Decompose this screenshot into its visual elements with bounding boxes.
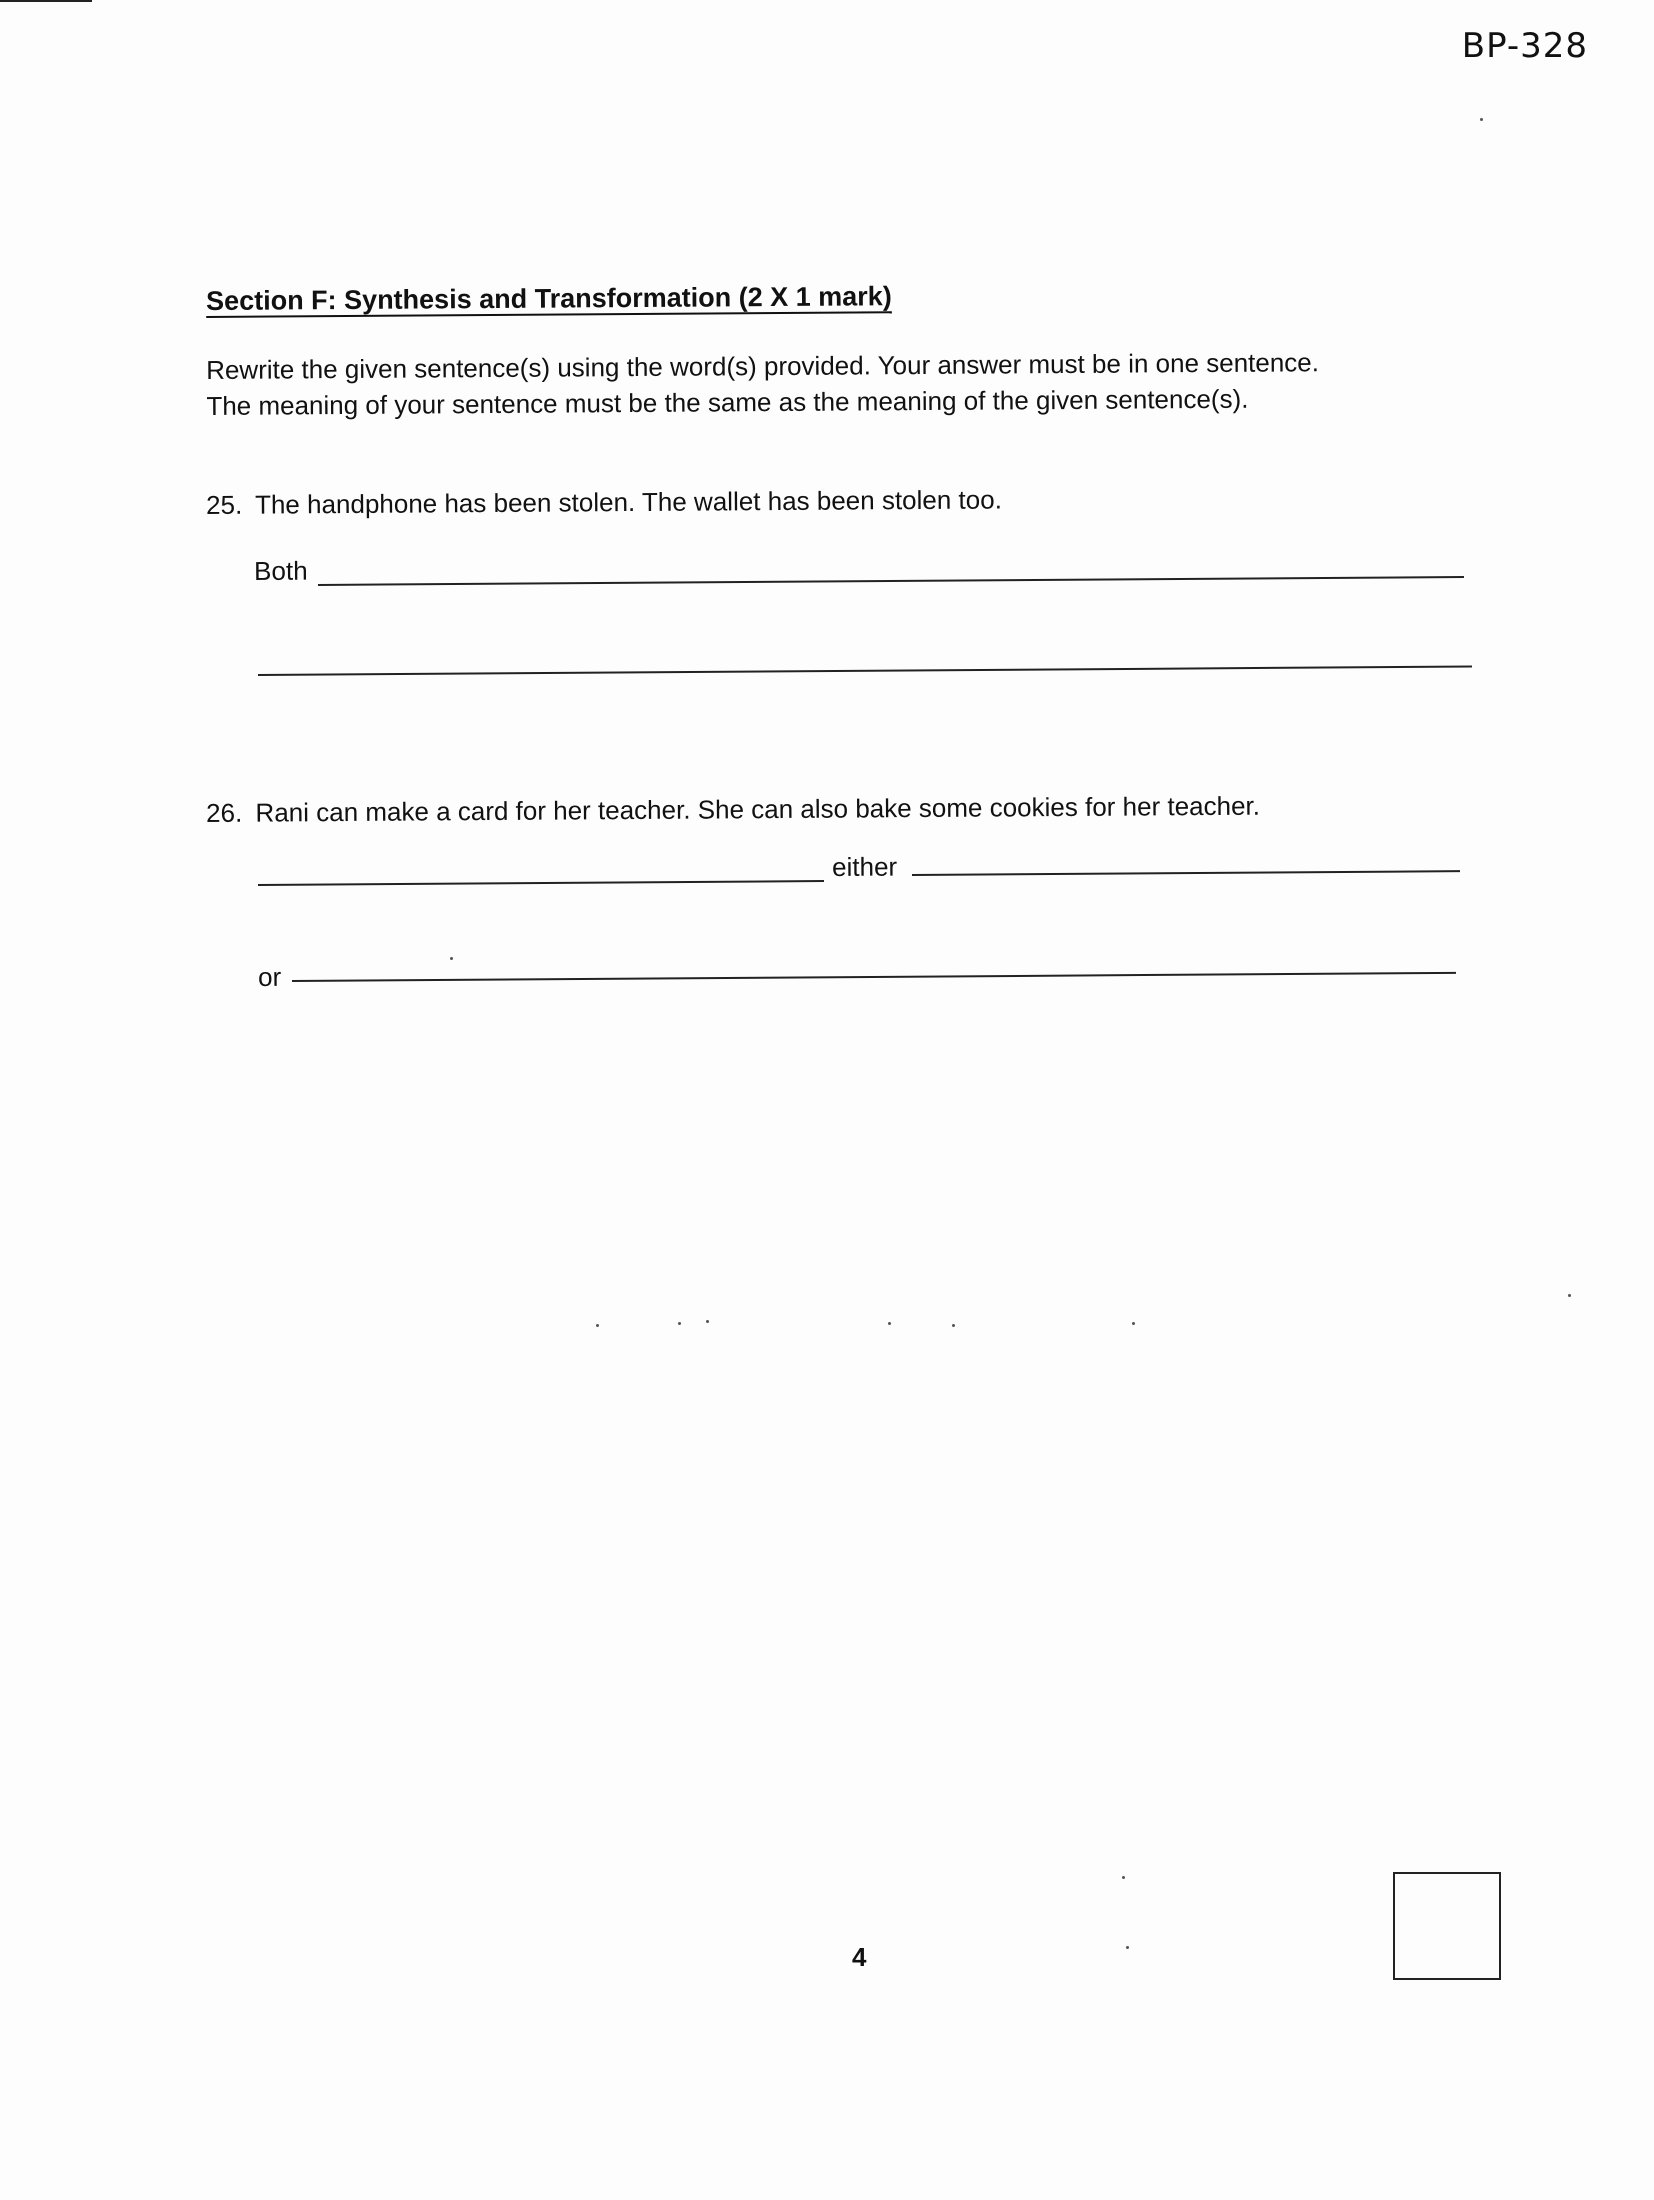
scan-speck [596, 1324, 599, 1327]
answer-line-26b[interactable] [912, 870, 1460, 876]
cue-or: or [258, 961, 282, 992]
answer-line-26a[interactable] [258, 880, 824, 886]
score-box [1393, 1872, 1501, 1980]
section-title: Section F: Synthesis and Transformation (2 X 1 mark) [206, 281, 892, 316]
scan-speck [706, 1320, 709, 1323]
scan-speck [1126, 1946, 1129, 1949]
page-number: 4 [852, 1942, 867, 1972]
question-25 [206, 484, 1002, 521]
answer-line-25b[interactable] [258, 666, 1472, 676]
instruction-line: Rewrite the given sentence(s) using the word(s) provided. Your answer must be in one sentence. [206, 347, 1320, 385]
paper-code: BP-328 [1461, 26, 1588, 66]
scan-speck [1132, 1322, 1135, 1325]
cue-both: Both [254, 555, 308, 586]
scan-speck [678, 1322, 681, 1325]
question-number: 26. [206, 797, 243, 828]
scan-mark [0, 0, 92, 2]
scan-speck [1122, 1876, 1125, 1879]
question-26 [206, 791, 1260, 829]
instruction-line: The meaning of your sentence must be the same as the meaning of the given sentence(s). [206, 383, 1249, 421]
scan-speck [952, 1324, 955, 1327]
answer-line-25a[interactable] [318, 576, 1464, 586]
question-text: The handphone has been stolen. The wallet has been stolen too. [254, 484, 1002, 520]
scan-speck [450, 957, 453, 960]
question-text: Rani can make a card for her teacher. She can also bake some cookies for her teacher. [255, 790, 1261, 828]
question-number: 25. [206, 489, 243, 520]
scan-speck [1568, 1294, 1571, 1297]
answer-line-26c[interactable] [292, 972, 1456, 982]
instructions [206, 343, 1506, 424]
scan-speck [888, 1322, 891, 1325]
scan-speck [1480, 118, 1483, 121]
cue-either: either [832, 851, 898, 882]
